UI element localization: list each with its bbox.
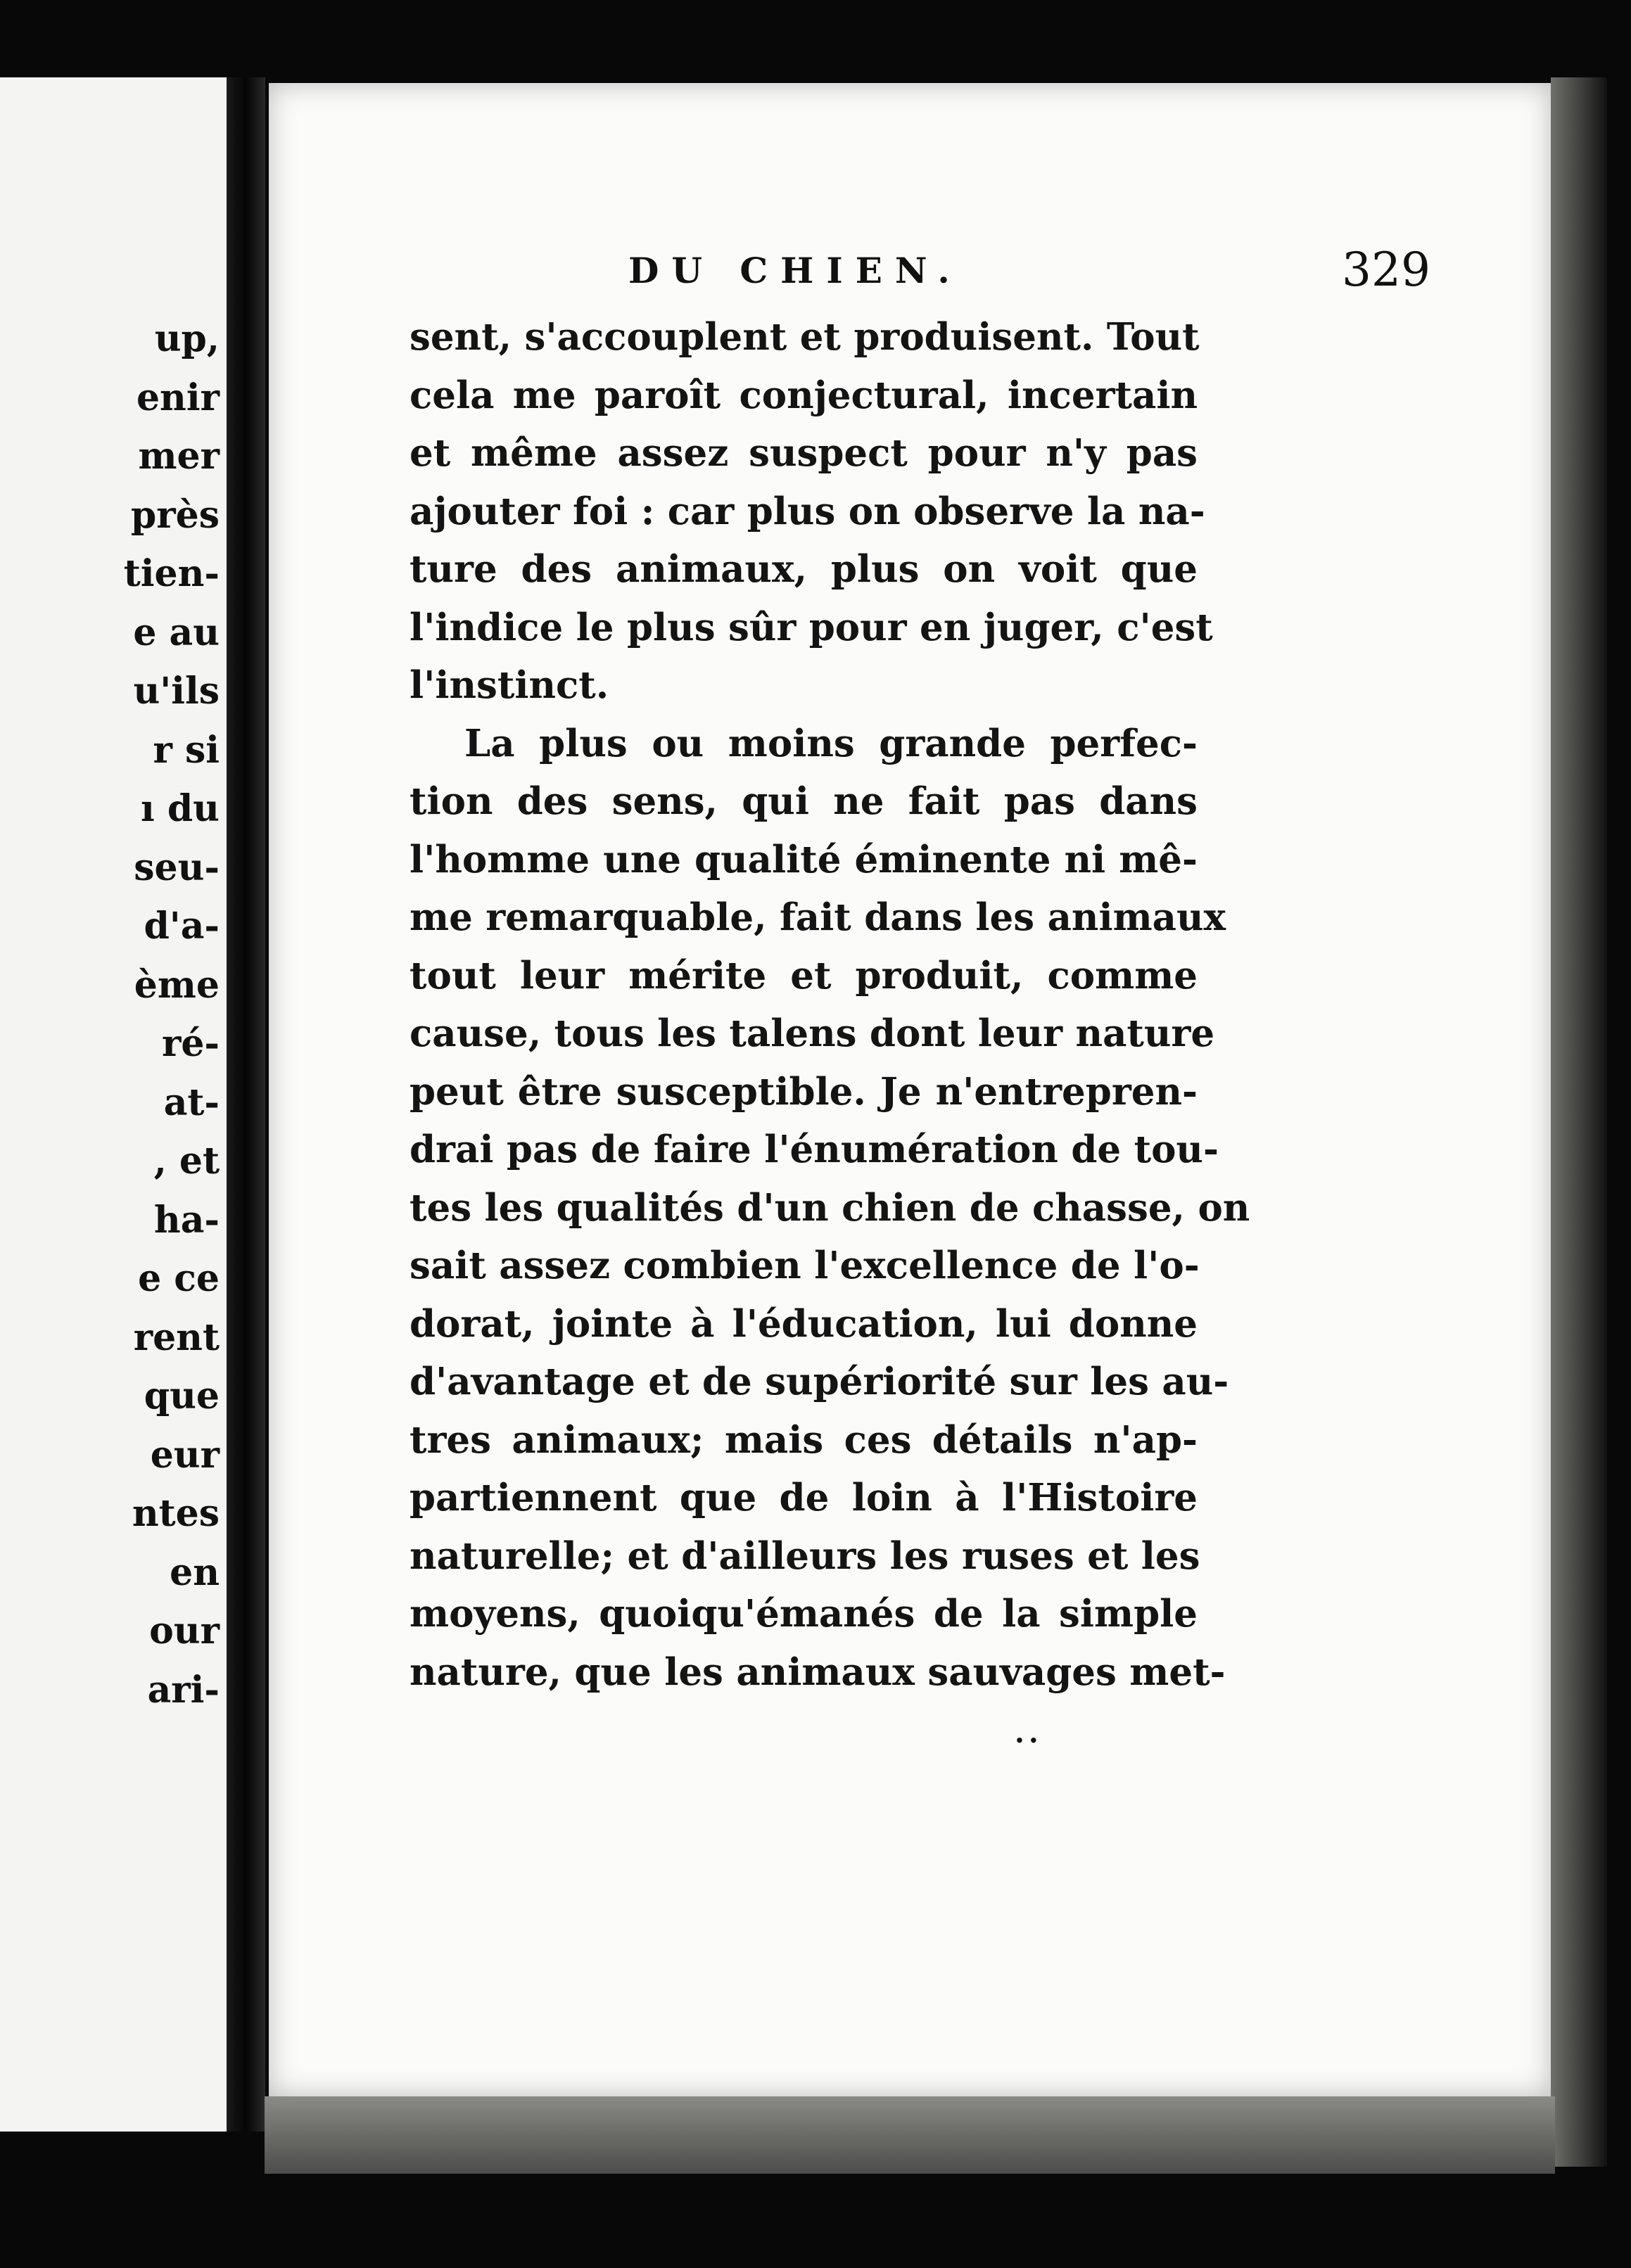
text-line: La plus ou moins grande perfec- <box>464 721 1198 765</box>
left-page-line: ème <box>134 963 220 1007</box>
text-line: cause, tous les talens dont leur nature <box>410 1012 1215 1055</box>
left-page-line: u'ils <box>133 670 220 713</box>
left-page-line: ı du <box>140 787 220 830</box>
left-page-line: at- <box>163 1081 220 1124</box>
left-page-line: en <box>170 1550 220 1594</box>
text-line: tion des sens, qui ne fait pas dans <box>410 779 1198 823</box>
text-line: l'indice le plus sûr pour en juger, c'est <box>410 605 1213 649</box>
left-page-text <box>8 310 220 1719</box>
text-line: nature, que les animaux sauvages met- <box>410 1650 1226 1694</box>
left-facing-page <box>0 77 227 2132</box>
text-line: ajouter foi : car plus on observe la na- <box>410 489 1205 533</box>
text-line: et même assez suspect pour n'y pas <box>410 431 1198 475</box>
text-line: d'avantage et de supériorité sur les au- <box>410 1360 1229 1403</box>
left-page-line: d'a- <box>144 905 220 948</box>
text-line: ture des animaux, plus on voit que <box>410 547 1198 591</box>
left-page-line: seu- <box>134 846 220 889</box>
page-header <box>628 243 1430 306</box>
text-line: peut être susceptible. Je n'entrepren- <box>410 1069 1198 1114</box>
text-line: cela me paroît conjectural, incertain <box>410 373 1198 417</box>
signature-mark: .. <box>1015 1716 1043 1750</box>
left-page-line: up, <box>154 317 220 360</box>
text-line: sent, s'accouplent et produisent. Tout <box>410 315 1200 359</box>
left-page-line: mer <box>138 435 220 478</box>
left-page-line: près <box>130 493 220 537</box>
text-line: drai pas de faire l'énumération de tou- <box>410 1128 1219 1171</box>
left-page-line: ha- <box>153 1198 220 1242</box>
text-line: moyens, quoiqu'émanés de la simple <box>410 1592 1198 1636</box>
text-line: tres animaux; mais ces détails n'ap- <box>410 1418 1198 1462</box>
text-line: dorat, jointe à l'éducation, lui donne <box>410 1301 1198 1346</box>
left-page-line: tien- <box>123 552 220 595</box>
text-line: tout leur mérite et produit, comme <box>410 953 1198 998</box>
text-line: tes les qualités d'un chien de chasse, on <box>410 1185 1250 1230</box>
left-page-line: rent <box>133 1315 220 1359</box>
left-page-line: our <box>149 1610 220 1652</box>
text-line: naturelle; et d'ailleurs les ruses et les <box>410 1534 1200 1578</box>
text-line: partiennent que de loin à l'Histoire <box>410 1476 1198 1520</box>
text-line: sait assez combien l'excellence de l'o- <box>410 1244 1200 1287</box>
left-page-line: e au <box>133 611 220 654</box>
page-edge <box>1551 77 1607 2167</box>
left-page-line: que <box>144 1375 220 1418</box>
left-page-line: ari- <box>147 1668 220 1712</box>
book-gutter <box>227 77 265 2132</box>
left-page-line: eur <box>150 1433 220 1477</box>
running-title: DU CHIEN. <box>628 250 963 291</box>
text-line: me remarquable, fait dans les animaux <box>410 896 1226 939</box>
left-page-line: e ce <box>138 1257 220 1300</box>
left-page-line: ntes <box>132 1492 220 1535</box>
left-page-line: r si <box>153 728 220 772</box>
page-number: 329 <box>1342 243 1430 297</box>
left-page-line: enir <box>136 376 220 419</box>
text-line: l'instinct. <box>410 663 609 707</box>
left-page-line: , et <box>153 1140 220 1183</box>
text-line: l'homme une qualité éminente ni mê- <box>410 837 1198 881</box>
left-page-line: ré- <box>161 1022 220 1065</box>
body-text <box>410 308 1250 1701</box>
